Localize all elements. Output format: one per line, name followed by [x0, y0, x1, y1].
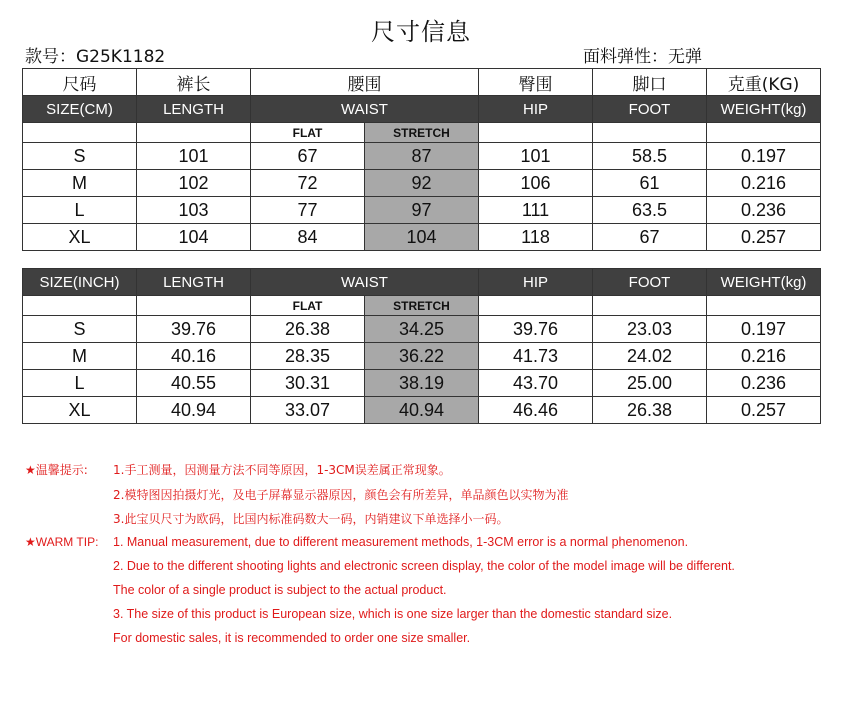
header-hip: HIP [479, 96, 593, 123]
tip-label-en: ★WARM TIP: [25, 535, 99, 549]
cell-foot: 58.5 [593, 143, 707, 170]
cell-size: M [23, 343, 137, 370]
table-row [23, 197, 821, 224]
sub-header-flat: FLAT [251, 123, 365, 143]
sub-header-stretch: STRETCH [365, 123, 479, 143]
header-weight-zh: 克重(KG) [707, 69, 821, 96]
header-row [23, 269, 821, 296]
empty-cell [707, 296, 821, 316]
cell-foot: 61 [593, 170, 707, 197]
tip-line-en: 1. Manual measurement, due to different measurement methods, 1-3CM error is a normal phenomenon. [113, 535, 689, 549]
cell-size: XL [23, 224, 137, 251]
cell-length: 104 [137, 224, 251, 251]
cell-size: S [23, 316, 137, 343]
sub-header-stretch: STRETCH [365, 296, 479, 316]
cell-waist-flat: 67 [251, 143, 365, 170]
sub-header-flat: FLAT [251, 296, 365, 316]
cell-hip: 43.70 [479, 370, 593, 397]
cell-hip: 111 [479, 197, 593, 224]
cell-size: S [23, 143, 137, 170]
header-weight: WEIGHT(kg) [707, 96, 821, 123]
table-row [23, 397, 821, 424]
header-hip: HIP [479, 269, 593, 296]
size-table-cm [22, 68, 821, 251]
size-table-inch [22, 268, 821, 424]
cell-length: 40.16 [137, 343, 251, 370]
cell-waist-flat: 72 [251, 170, 365, 197]
sub-header-row [23, 296, 821, 316]
cell-hip: 118 [479, 224, 593, 251]
empty-cell [479, 296, 593, 316]
empty-cell [23, 123, 137, 143]
cell-waist-flat: 84 [251, 224, 365, 251]
cell-length: 40.94 [137, 397, 251, 424]
cell-size: L [23, 370, 137, 397]
header-length: LENGTH [137, 96, 251, 123]
cell-foot: 63.5 [593, 197, 707, 224]
header-weight: WEIGHT(kg) [707, 269, 821, 296]
tip-line-en: The color of a single product is subject to the actual product. [113, 583, 447, 597]
cell-waist-flat: 26.38 [251, 316, 365, 343]
header-length-zh: 裤长 [137, 69, 251, 96]
header-length: LENGTH [137, 269, 251, 296]
cell-foot: 25.00 [593, 370, 707, 397]
cell-hip: 106 [479, 170, 593, 197]
header-size: SIZE(CM) [23, 96, 137, 123]
tip-line-en: 3. The size of this product is European size, which is one size larger than the domestic standard size. [113, 607, 673, 621]
cell-waist-stretch: 92 [365, 170, 479, 197]
tip-line-zh: 3.此宝贝尺寸为欧码，比国内标准码数大一码，内销建议下单选择小一码。 [113, 512, 509, 526]
cell-hip: 41.73 [479, 343, 593, 370]
header-hip-zh: 臀围 [479, 69, 593, 96]
header-waist-zh: 腰围 [251, 69, 479, 96]
style-number: 款号：G25K1182 [25, 47, 166, 67]
cell-weight: 0.197 [707, 143, 821, 170]
cell-size: M [23, 170, 137, 197]
fabric-elasticity: 面料弹性：无弹 [583, 47, 702, 67]
header-row [23, 96, 821, 123]
cell-length: 39.76 [137, 316, 251, 343]
empty-cell [23, 296, 137, 316]
cell-foot: 67 [593, 224, 707, 251]
cell-weight: 0.257 [707, 397, 821, 424]
empty-cell [593, 123, 707, 143]
tip-line-zh: 2.模特图因拍摄灯光，及电子屏幕显示器原因，颜色会有所差异，单品颜色以实物为准 [113, 488, 569, 502]
header-size-zh: 尺码 [23, 69, 137, 96]
cell-waist-flat: 33.07 [251, 397, 365, 424]
chinese-header-row [23, 69, 821, 96]
page-title: 尺寸信息 [371, 18, 471, 46]
cell-size: L [23, 197, 137, 224]
cell-length: 101 [137, 143, 251, 170]
cell-waist-stretch: 104 [365, 224, 479, 251]
cell-hip: 46.46 [479, 397, 593, 424]
cell-waist-stretch: 40.94 [365, 397, 479, 424]
cell-hip: 101 [479, 143, 593, 170]
cell-waist-stretch: 34.25 [365, 316, 479, 343]
empty-cell [707, 123, 821, 143]
cell-weight: 0.197 [707, 316, 821, 343]
table-row [23, 343, 821, 370]
table-row [23, 143, 821, 170]
cell-waist-flat: 28.35 [251, 343, 365, 370]
table-row [23, 224, 821, 251]
empty-cell [137, 123, 251, 143]
sub-header-row [23, 123, 821, 143]
cell-size: XL [23, 397, 137, 424]
table-row [23, 316, 821, 343]
cell-weight: 0.236 [707, 370, 821, 397]
header-foot: FOOT [593, 269, 707, 296]
tip-line-en: 2. Due to the different shooting lights and electronic screen display, the color of the model image will be different. [113, 559, 735, 573]
empty-cell [137, 296, 251, 316]
cell-weight: 0.216 [707, 343, 821, 370]
cell-hip: 39.76 [479, 316, 593, 343]
cell-waist-stretch: 38.19 [365, 370, 479, 397]
header-size: SIZE(INCH) [23, 269, 137, 296]
cell-weight: 0.236 [707, 197, 821, 224]
header-waist: WAIST [251, 269, 479, 296]
cell-weight: 0.216 [707, 170, 821, 197]
empty-cell [593, 296, 707, 316]
cell-waist-flat: 30.31 [251, 370, 365, 397]
cell-length: 40.55 [137, 370, 251, 397]
header-waist: WAIST [251, 96, 479, 123]
cell-length: 103 [137, 197, 251, 224]
cell-foot: 23.03 [593, 316, 707, 343]
cell-foot: 26.38 [593, 397, 707, 424]
tip-label-zh: ★温馨提示: [25, 463, 88, 477]
table-row [23, 370, 821, 397]
empty-cell [479, 123, 593, 143]
cell-length: 102 [137, 170, 251, 197]
header-foot: FOOT [593, 96, 707, 123]
tip-line-en: For domestic sales, it is recommended to order one size smaller. [113, 631, 471, 645]
header-foot-zh: 脚口 [593, 69, 707, 96]
cell-waist-stretch: 87 [365, 143, 479, 170]
cell-waist-stretch: 97 [365, 197, 479, 224]
table-row [23, 170, 821, 197]
cell-waist-stretch: 36.22 [365, 343, 479, 370]
cell-foot: 24.02 [593, 343, 707, 370]
cell-waist-flat: 77 [251, 197, 365, 224]
tip-line-zh: 1.手工测量，因测量方法不同等原因，1-3CM误差属正常现象。 [113, 463, 451, 477]
cell-weight: 0.257 [707, 224, 821, 251]
